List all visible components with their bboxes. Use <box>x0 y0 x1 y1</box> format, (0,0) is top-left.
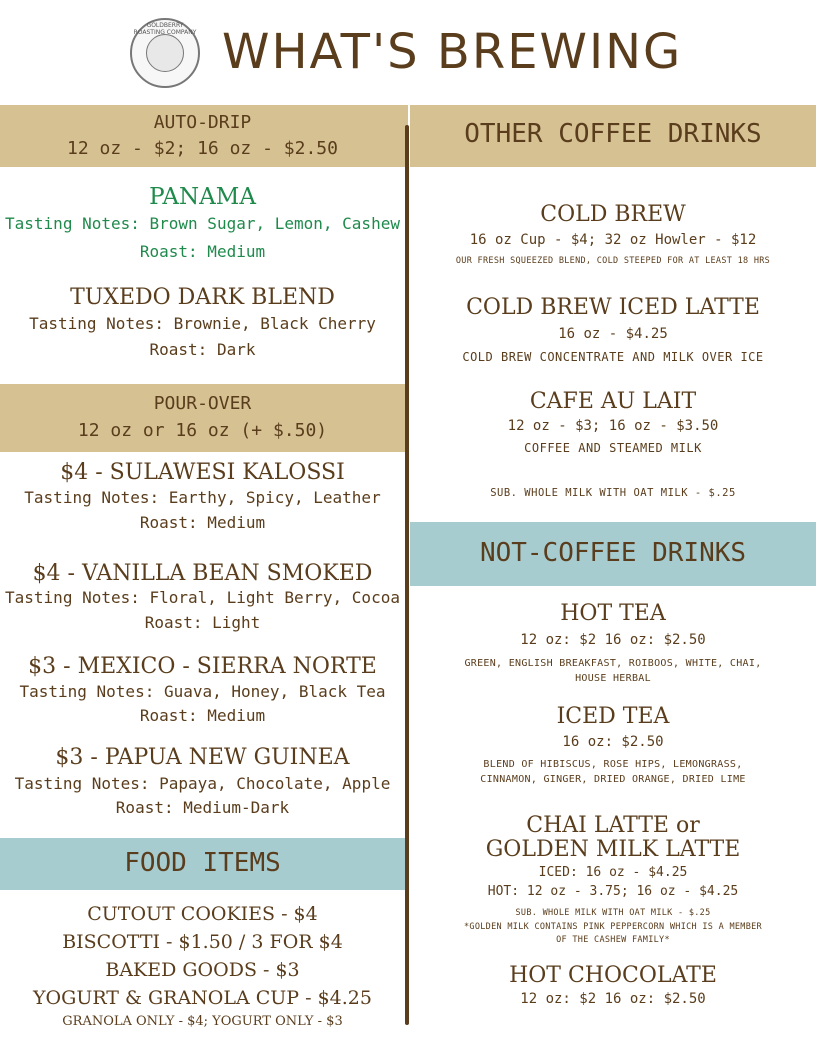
food-item: CUTOUT COOKIES - $4 <box>87 903 318 925</box>
cafe-name: CAFE AU LAIT <box>529 389 697 414</box>
tuxedo-name: TUXEDO DARK BLEND <box>70 285 335 310</box>
hotchoc-name: HOT CHOCOLATE <box>509 963 717 988</box>
food-item: BISCOTTI - $1.50 / 3 FOR $4 <box>62 931 343 953</box>
pourover-title: POUR-OVER <box>153 393 252 414</box>
cbl-name: COLD BREW ICED LATTE <box>466 295 760 320</box>
hottea-desc: HOUSE HERBAL <box>575 673 651 684</box>
cbl-price: 16 oz - $4.25 <box>558 326 668 342</box>
hottea-price: 12 oz: $2 16 oz: $2.50 <box>520 632 706 648</box>
coldbrew-name: COLD BREW <box>540 202 686 227</box>
panama-roast: Roast: Medium <box>139 242 266 261</box>
autodrip-title: AUTO-DRIP <box>153 112 252 133</box>
papua-roast: Roast: Medium-Dark <box>115 798 290 817</box>
coldbrew-price: 16 oz Cup - $4; 32 oz Howler - $12 <box>469 232 757 248</box>
oat-milk-sub: SUB. WHOLE MILK WITH OAT MILK - $.25 <box>490 487 736 499</box>
cbl-desc: COLD BREW CONCENTRATE AND MILK OVER ICE <box>462 350 764 364</box>
vanilla-name: $4 - VANILLA BEAN SMOKED <box>32 561 373 586</box>
cafe-desc: COFFEE AND STEAMED MILK <box>524 441 702 455</box>
food-item: BAKED GOODS - $3 <box>105 959 300 981</box>
coldbrew-desc: OUR FRESH SQUEEZED BLEND, COLD STEEPED FOR AT LEAST 18 HRS <box>455 256 771 266</box>
company-logo <box>130 18 200 88</box>
icedtea-name: ICED TEA <box>556 704 670 729</box>
golden-milk-name: GOLDEN MILK LATTE <box>485 837 741 862</box>
panama-name: PANAMA <box>149 184 256 210</box>
not-coffee-title: NOT-COFFEE DRINKS <box>479 538 747 568</box>
hotchoc-price: 12 oz: $2 16 oz: $2.50 <box>520 991 706 1007</box>
papua-name: $3 - PAPUA NEW GUINEA <box>55 745 350 770</box>
page-title: WHAT'S BREWING <box>222 24 683 80</box>
papua-notes: Tasting Notes: Papaya, Chocolate, Apple <box>14 774 391 793</box>
panama-notes: Tasting Notes: Brown Sugar, Lemon, Cashew <box>5 214 400 233</box>
sulawesi-notes: Tasting Notes: Earthy, Spicy, Leather <box>24 488 381 507</box>
other-coffee-title: OTHER COFFEE DRINKS <box>464 119 762 149</box>
sulawesi-name: $4 - SULAWESI KALOSSI <box>60 460 345 485</box>
chai-note: SUB. WHOLE MILK WITH OAT MILK - $.25 <box>515 908 711 918</box>
pourover-price: 12 oz or 16 oz (+ $.50) <box>77 420 328 441</box>
vanilla-roast: Roast: Light <box>144 613 261 632</box>
sulawesi-roast: Roast: Medium <box>139 513 266 532</box>
food-note: GRANOLA ONLY - $4; YOGURT ONLY - $3 <box>62 1014 343 1029</box>
logo-emblem-icon <box>146 34 184 72</box>
chai-price-iced: ICED: 16 oz - $4.25 <box>538 865 688 880</box>
food-title: FOOD ITEMS <box>124 848 281 878</box>
chai-note: *GOLDEN MILK CONTAINS PINK PEPPERCORN WHICH IS A MEMBER <box>464 922 762 932</box>
hottea-desc: GREEN, ENGLISH BREAKFAST, ROIBOOS, WHITE, CHAI, <box>464 658 762 669</box>
chai-note: OF THE CASHEW FAMILY* <box>556 935 670 945</box>
chai-price-hot: HOT: 12 oz - 3.75; 16 oz - $4.25 <box>487 884 739 899</box>
vanilla-notes: Tasting Notes: Floral, Light Berry, Cocoa <box>5 588 400 607</box>
food-item: YOGURT & GRANOLA CUP - $4.25 <box>33 987 372 1009</box>
chai-name: CHAI LATTE or <box>526 813 700 838</box>
logo-text: GOLDBERRY ROASTING COMPANY <box>133 22 197 36</box>
hottea-name: HOT TEA <box>560 601 666 626</box>
icedtea-desc: BLEND OF HIBISCUS, ROSE HIPS, LEMONGRASS, <box>483 759 743 770</box>
mexico-name: $3 - MEXICO - SIERRA NORTE <box>28 654 377 679</box>
icedtea-desc: CINNAMON, GINGER, DRIED ORANGE, DRIED LIME <box>480 774 746 785</box>
mexico-notes: Tasting Notes: Guava, Honey, Black Tea <box>19 682 386 701</box>
column-divider <box>405 125 409 1025</box>
tuxedo-notes: Tasting Notes: Brownie, Black Cherry <box>29 314 376 333</box>
icedtea-price: 16 oz: $2.50 <box>562 734 664 750</box>
autodrip-price: 12 oz - $2; 16 oz - $2.50 <box>67 138 338 159</box>
cafe-price: 12 oz - $3; 16 oz - $3.50 <box>507 418 719 434</box>
tuxedo-roast: Roast: Dark <box>149 340 256 359</box>
mexico-roast: Roast: Medium <box>139 706 266 725</box>
